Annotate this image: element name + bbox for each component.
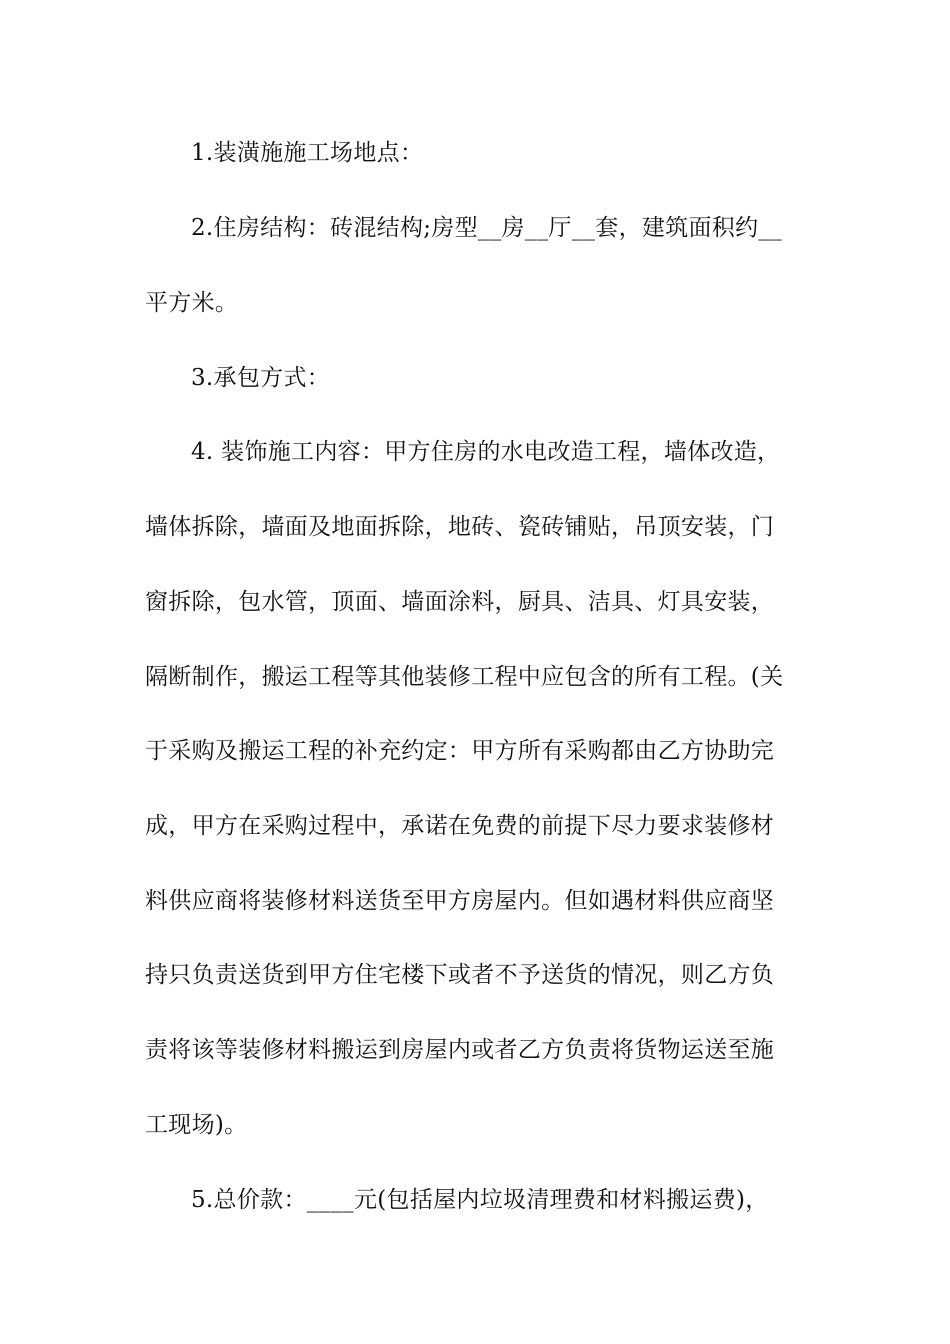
clause-4-line-2: 墙体拆除，墙面及地面拆除，地砖、瓷砖铺贴，吊顶安装，门 [145, 514, 775, 540]
clause-2-line-2: 平方米。 [145, 290, 239, 316]
clause-4-line-7: 料供应商将装修材料送货至甲方房屋内。但如遇材料供应商坚 [145, 888, 775, 914]
clause-1-line: 1.装潢施施工场地点： [191, 140, 424, 166]
clause-2-line-1: 2.住房结构：砖混结构;房型__房__厅__套，建筑面积约__ [191, 215, 782, 241]
clause-4-line-9: 责将该等装修材料搬运到房屋内或者乙方负责将货物运送至施 [145, 1037, 775, 1063]
clause-5-line: 5.总价款：____元(包括屋内垃圾清理费和材料搬运费)， [191, 1187, 769, 1213]
clause-4-line-8: 持只负责送货到甲方住宅楼下或者不予送货的情况，则乙方负 [145, 962, 775, 988]
clause-4-line-3: 窗拆除，包水管，顶面、墙面涂料，厨具、洁具、灯具安装， [145, 589, 775, 615]
clause-4-line-10: 工现场)。 [145, 1112, 248, 1138]
clause-4-line-5: 于采购及搬运工程的补充约定：甲方所有采购都由乙方协助完 [145, 738, 775, 764]
clause-4-line-1: 4. 装饰施工内容：甲方住房的水电改造工程，墙体改造， [191, 439, 781, 465]
clause-4-line-6: 成，甲方在采购过程中，承诺在免费的前提下尽力要求装修材 [145, 813, 775, 839]
clause-4-line-4: 隔断制作，搬运工程等其他装修工程中应包含的所有工程。(关 [145, 664, 784, 690]
clause-3-line: 3.承包方式： [191, 365, 331, 391]
